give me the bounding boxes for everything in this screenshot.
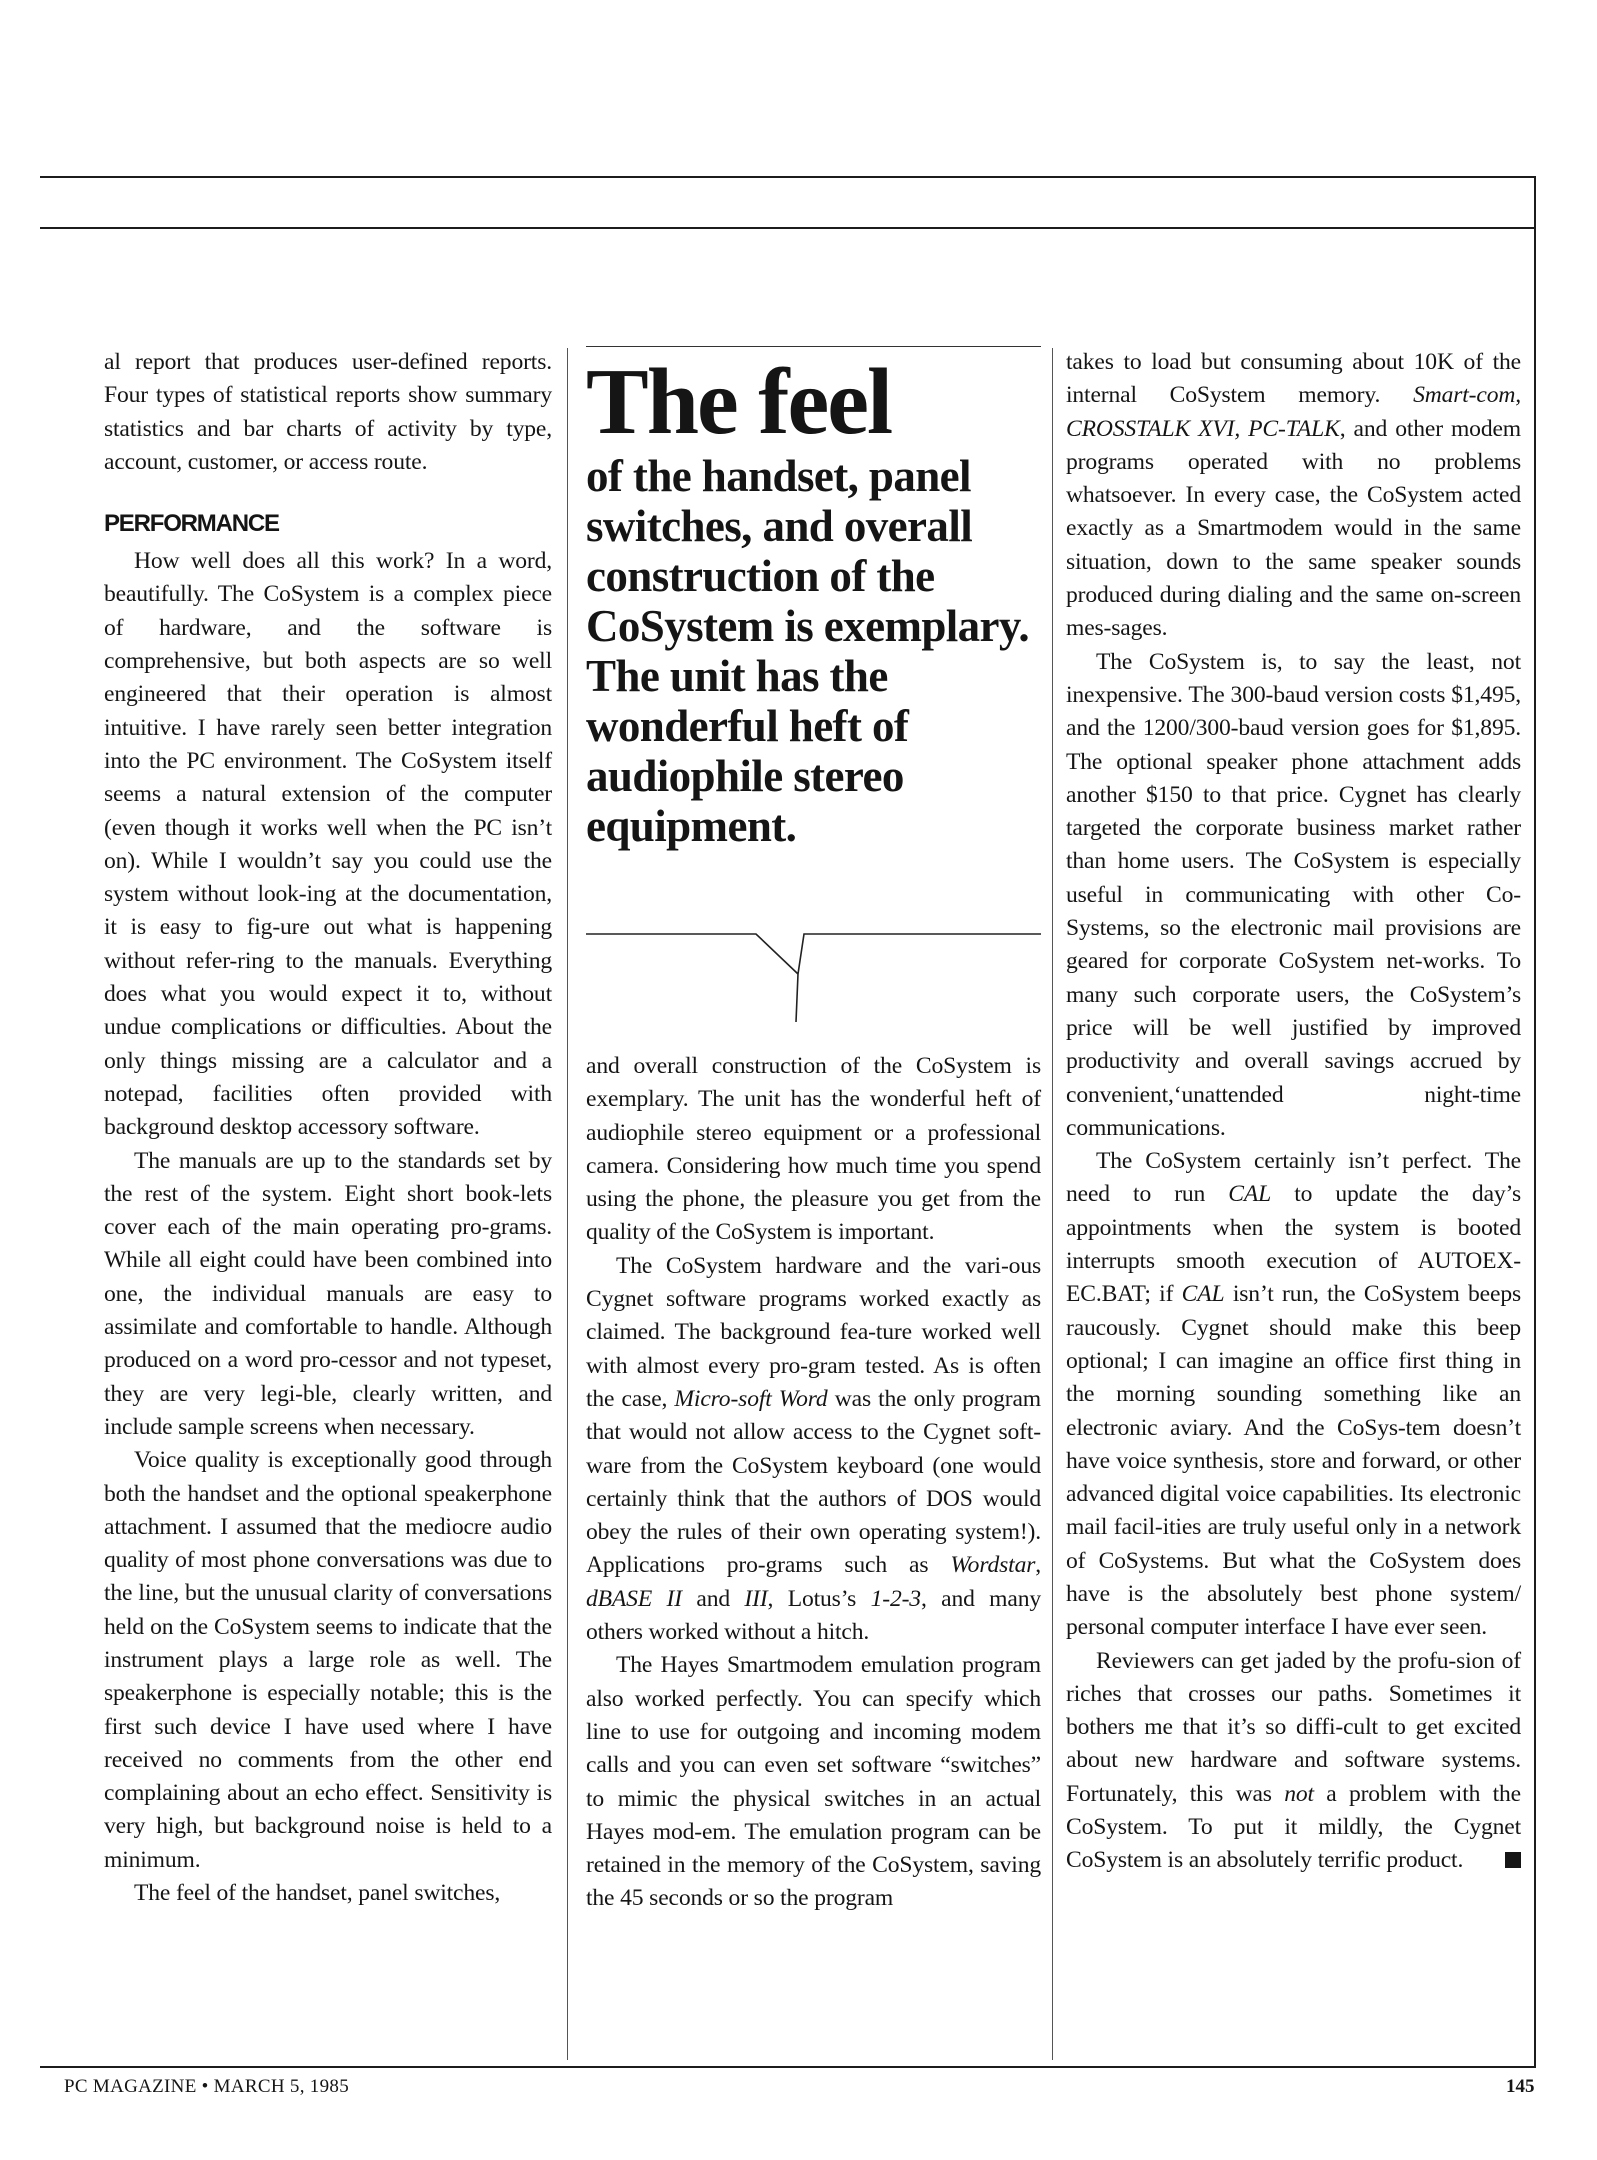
paragraph: The Hayes Smartmodem emulation program also worked perfectly. You can specify which line to use for outgoing and incoming modem calls and you can even set software “switches” to mimic the physical switches in an actual Hayes mod-em. The emulation program can be retained in the memory of the CoSystem, saving the 45 seconds or so the program	[586, 1652, 1041, 1912]
column-divider-2	[1052, 348, 1053, 2060]
speech-bubble-pointer-icon	[586, 924, 1041, 1024]
article-column-3	[1066, 346, 1521, 1878]
section-subhead: PERFORMANCE	[104, 510, 279, 538]
paragraph: The feel of the handset, panel switches,	[134, 1880, 501, 1907]
right-border-rule	[1534, 176, 1536, 2066]
paragraph: The CoSystem hardware and the vari-ous Cygnet software programs worked exactly as claimed. The background fea-ture worked well with almost every pro-gram tested. As is often the case, Micro-soft Word was the only program that would not allow access to the Cygnet soft-ware from the CoSystem keyboard (one would certainly think that the authors of DOS would obey the rules of their own operating system!). Applications pro-grams such as Wordstar, dBASE II and III, Lotus’s 1-2-3, and many others worked without a hitch.	[586, 1252, 1042, 1646]
paragraph: Reviewers can get jaded by the profu-sion of riches that crosses our paths. Sometimes it bothers me that it’s so diffi-cult to get excited about new hardware and software systems. Fortunately, this was not a problem with the CoSystem. To put it mildly, the Cygnet CoSystem is an absolutely terrific product.	[1066, 1647, 1521, 1874]
paragraph: and overall construction of the CoSystem is exemplary. The unit has the wonderful heft of audiophile stereo equipment or a professional camera. Considering how much time you spend using the phone, the pleasure you get from the quality of the CoSystem is important.	[586, 1053, 1041, 1246]
footer-rule	[40, 2066, 1536, 2068]
pull-quote-text: of the handset, panel switches, and overall construction of the CoSystem is exemplary. The unit has the wonderful heft of audiophile stereo equipment.	[586, 451, 1029, 851]
pull-quote-lead: The feel	[586, 350, 892, 454]
paragraph: takes to load but consuming about 10K of the internal CoSystem memory. Smart-com, CROSSTALK XVI, PC-TALK, and other modem programs operated with no problems whatsoever. In every case, the CoSystem acted exactly as a Smartmodem would in the same situation, down to the same speaker sounds produced during dialing and the same on-screen mes-sages.	[1066, 349, 1521, 642]
end-of-article-mark-icon	[1505, 1852, 1521, 1868]
paragraph: The CoSystem is, to say the least, not inexpensive. The 300-baud version costs $1,495, and the 1200/300-baud version goes for $1,895. The optional speaker phone attachment adds another $150 to that price. Cygnet has clearly targeted the corporate business market rather than home users. The CoSystem is especially useful in communicating with other Co-Systems, so the electronic mail provisions are geared for corporate CoSystem net-works. To many such corporate users, the CoSystem’s price will be well justified by improved productivity and overall savings accrued by convenient,‘unattended night-time communications.	[1066, 648, 1521, 1141]
paragraph: How well does all this work? In a word, beautifully. The CoSystem is a complex piece of hardware, and the software is comprehensive, but both aspects are so well engineered that their operation is almost intuitive. I have rarely seen better integration into the PC environment. The CoSystem itself seems a natural extension of the computer (even though it works well when the PC isn’t on). While I wouldn’t say you could use the system without look-ing at the documentation, it is easy to fig-ure out what is happening without refer-ring to the manuals. Everything does what you would expect it to, without undue complications or difficulties. About the only things missing are a calculator and a notepad, facilities often provided with background desktop accessory software.	[104, 548, 552, 1141]
page-number: 145	[1506, 2076, 1535, 2097]
footer-publication: PC MAGAZINE • MARCH 5, 1985	[64, 2076, 349, 2097]
pull-quote	[586, 346, 1041, 851]
paragraph: The CoSystem certainly isn’t perfect. The need to run CAL to update the day’s appointments when the system is booted interrupts smooth execution of AUTOEX-EC.BAT; if CAL isn’t run, the CoSystem beeps raucously. Cygnet should make this beep optional; I can imagine an office first thing in the morning sounding something like an electronic aviary. And the CoSys-tem doesn’t have voice synthesis, store and forward, or other advanced digital voice capabilities. Its electronic mail facil-ities are truly useful only in a network of CoSystems. But what the CoSystem does have is the absolutely best phone system/ personal computer interface I have ever seen.	[1066, 1148, 1521, 1641]
paragraph: The manuals are up to the standards set by the rest of the system. Eight short book-lets cover each of the main operating pro-grams. While all eight could have been combined into one, the individual manuals are easy to assimilate and comfortable to handle. Although produced on a word pro-cessor and not typeset, they are very legi-ble, clearly written, and include sample screens when necessary.	[104, 1147, 552, 1440]
top-rule	[40, 176, 1535, 178]
article-column-1	[104, 346, 552, 1910]
article-column-2	[586, 1050, 1041, 1916]
header-rule	[40, 227, 1535, 229]
paragraph: Voice quality is exceptionally good through both the handset and the optional speakerphone attachment. I assumed that the mediocre audio quality of most phone conversations was due to the line, but the unusual clarity of conversations held on the CoSystem seems to indicate that the instrument plays a large role as well. The speakerphone is especially notable; this is the first such device I have used where I have received no comments from the other end complaining about an echo effect. Sensitivity is very high, but background noise is held to a minimum.	[104, 1447, 552, 1873]
pull-quote-rule	[586, 346, 1041, 347]
column-divider-1	[567, 348, 568, 2060]
paragraph: al report that produces user-defined reports. Four types of statistical reports show summary statistics and bar charts of activity by type, account, customer, or access route.	[104, 349, 552, 475]
